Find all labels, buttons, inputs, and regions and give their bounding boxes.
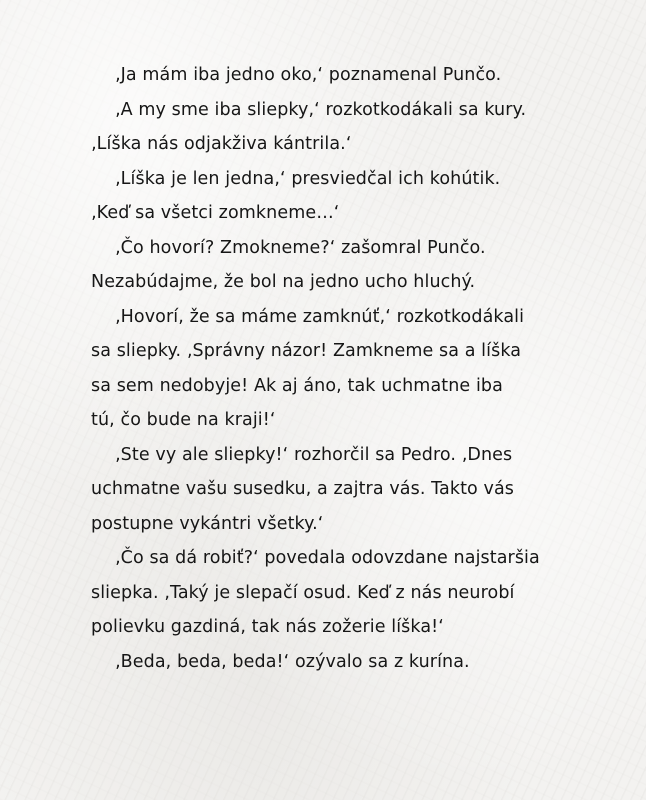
- text-line: sliepka. ‚Taký je slepačí osud. Keď z nás neurobí: [91, 582, 515, 603]
- text-line: Nezabúdajme, že bol na jedno ucho hluchý.: [91, 272, 476, 292]
- text-line: ‚Keď sa všetci zomkneme…‘: [91, 203, 340, 223]
- text-line: postupne vykántri všetky.‘: [91, 513, 324, 534]
- text-line: ‚A my sme iba sliepky,‘ rozkotkodákali sa kury.: [115, 99, 527, 120]
- story-text: [91, 58, 611, 679]
- text-line: ‚Čo sa dá robiť?‘ povedala odovzdane najstaršia: [115, 548, 540, 568]
- text-line: sa sliepky. ‚Správny názor! Zamkneme sa a líška: [91, 341, 522, 361]
- text-line: ‚Hovorí, že sa máme zamknúť,‘ rozkotkodákali: [115, 306, 525, 327]
- text-line: ‚Ste vy ale sliepky!‘ rozhorčil sa Pedro. ‚Dnes: [115, 444, 513, 465]
- text-line: ‚Ja mám iba jedno oko,‘ poznamenal Punčo.: [115, 65, 502, 85]
- text-line: tú, čo bude na kraji!‘: [91, 410, 276, 430]
- text-line: ‚Líška nás odjakživa kántrila.‘: [91, 134, 352, 154]
- text-line: sa sem nedobyje! Ak aj áno, tak uchmatne iba: [91, 375, 503, 396]
- text-line: ‚Beda, beda, beda!‘ ozývalo sa z kurína.: [115, 651, 470, 672]
- text-line: ‚Líška je len jedna,‘ presviedčal ich kohútik.: [115, 168, 501, 189]
- text-line: uchmatne vašu susedku, a zajtra vás. Takto vás: [91, 479, 515, 499]
- text-line: polievku gazdiná, tak nás zožerie líška!‘: [91, 617, 444, 637]
- text-line: ‚Čo hovorí? Zmokneme?‘ zašomral Punčo.: [115, 237, 486, 258]
